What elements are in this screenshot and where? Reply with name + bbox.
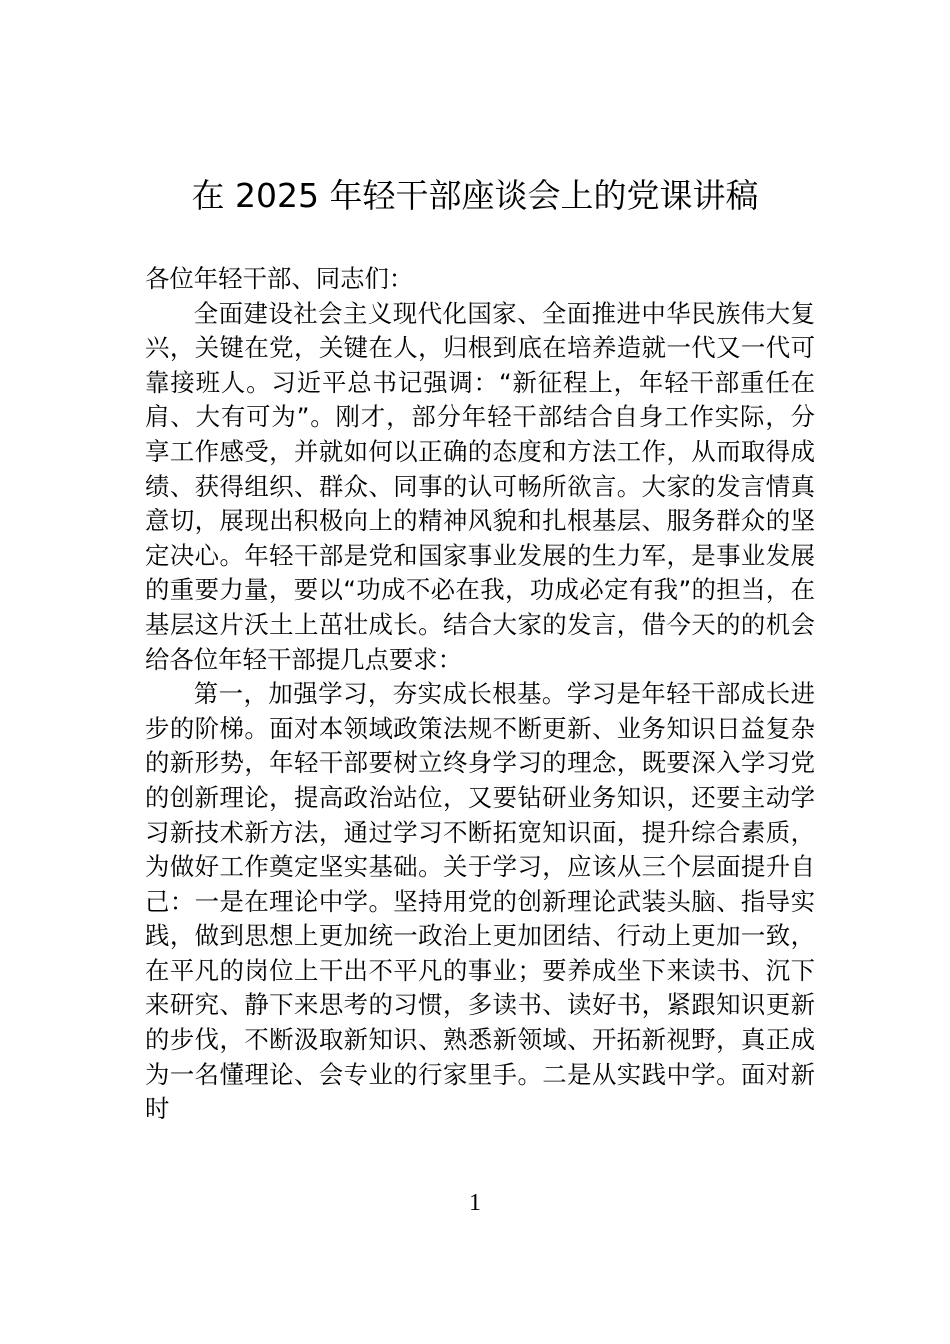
document-title: 在 2025 年轻干部座谈会上的党课讲稿 <box>191 176 759 215</box>
salutation: 各位年轻干部、同志们： <box>145 264 414 293</box>
paragraph-first-point: 第一，加强学习，夯实成长根基。学习是年轻干部成长进步的阶梯。面对本领域政策法规不断更新、业务知识日益复杂的新形势，年轻干部要树立终身学习的理念，既要深入学习党的创新理论，提高政治站位，又要钻研业务知识，还要主动学习新技术新方法，通过学习不断拓宽知识面，提升综合素质，为做好工作奠定坚实基础。关于学习，应该从三个层面提升自己：一是在理论中学。坚持用党的创新理论武装头脑、指导实践，做到思想上更加统一政治上更加团结、行动上更加一致，在平凡的岗位上干出不平凡的事业；要养成坐下来读书、沉下来研究、静下来思考的习惯，多读书、读好书，紧跟知识更新的步伐，不断汲取新知识、熟悉新领域、开拓新视野，真正成为一名懂理论、会专业的行家里手。二是从实践中学。面对新时 <box>145 679 815 1124</box>
document-body <box>145 262 815 1127</box>
page-number: 1 <box>469 1190 481 1216</box>
paragraph-intro: 全面建设社会主义现代化国家、全面推进中华民族伟大复兴，关键在党，关键在人，归根到底在培养造就一代又一代可靠接班人。习近平总书记强调：“新征程上，年轻干部重任在肩、大有可为”。刚才，部分年轻干部结合自身工作实际，分享工作感受，并就如何以正确的态度和方法工作，从而取得成绩、获得组织、群众、同事的认可畅所欲言。大家的发言情真意切，展现出积极向上的精神风貌和扎根基层、服务群众的坚定决心。年轻干部是党和国家事业发展的生力军，是事业发展的重要力量，要以“功成不必在我，功成必定有我”的担当，在基层这片沃土上茁壮成长。结合大家的发言，借今天的的机会给各位年轻干部提几点要求： <box>145 298 815 674</box>
